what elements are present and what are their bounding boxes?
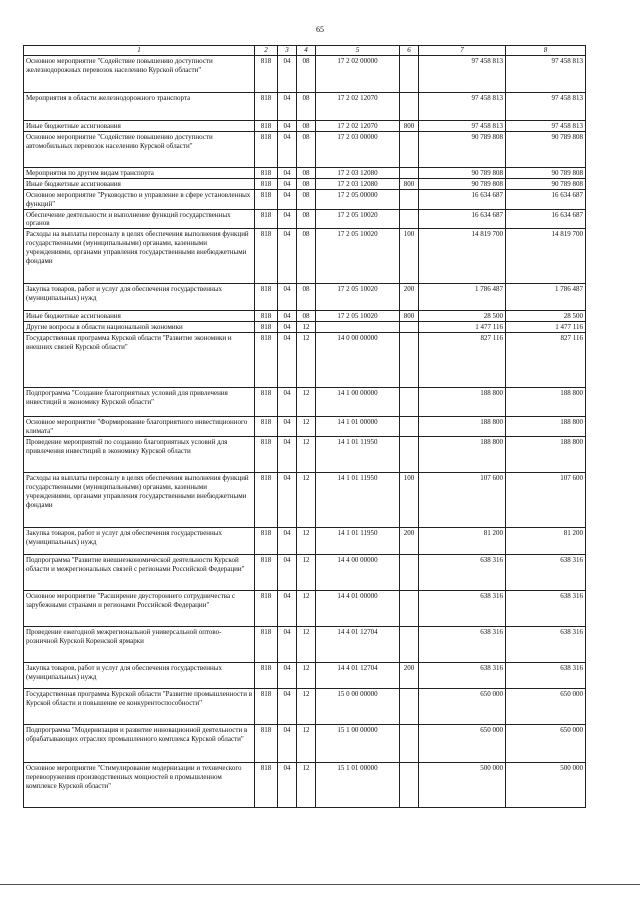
row-name: Основное мероприятие "Стимулирование модернизации и технического перевооружения производственных мощностей в промышленном комплексе Курской области" [24,762,255,807]
expense-type-code: 200 [400,284,419,311]
table-row [24,93,586,121]
amount-col-7: 90 789 808 [419,178,506,189]
target-article-code: 14 1 00 00000 [316,388,400,417]
row-name: Расходы на выплаты персоналу в целях обеспечения выполнения функций государственными (муниципальными) органами, казенными учреждениями, органами управления государственными внебюджетными фондами [24,229,255,284]
section-code: 04 [278,209,297,229]
row-name: Основное мероприятие "Содействие повышению доступности автомобильных перевозок населению Курской области" [24,131,255,167]
expense-type-code [400,724,419,762]
amount-col-8: 188 800 [506,417,586,437]
subsection-code: 08 [297,167,316,178]
amount-col-8: 81 200 [506,527,586,554]
amount-col-8: 90 789 808 [506,178,586,189]
amount-col-7: 16 634 687 [419,189,506,209]
amount-col-7: 638 316 [419,662,506,688]
subsection-code: 12 [297,662,316,688]
ministry-code: 818 [255,554,278,590]
amount-col-7: 97 458 813 [419,56,506,93]
amount-col-8: 16 634 687 [506,189,586,209]
subsection-code: 12 [297,554,316,590]
row-name: Обеспечение деятельности и выполнение функций государственных органов [24,209,255,229]
row-name: Подпрограмма "Модернизация и развитие инновационной деятельности в обрабатывающих отраслях промышленного комплекса Курской области" [24,724,255,762]
row-name: Мероприятия по другим видам транспорта [24,167,255,178]
row-name: Проведение ежегодной межрегиональной универсальной оптово-розничной Курской Коренской ярмарки [24,626,255,662]
amount-col-8: 500 000 [506,762,586,807]
subsection-code: 08 [297,93,316,121]
table-row [24,762,586,807]
target-article-code: 14 4 00 00000 [316,554,400,590]
row-name: Иные бюджетные ассигнования [24,311,255,322]
section-code: 04 [278,178,297,189]
expense-type-code [400,167,419,178]
ministry-code: 818 [255,131,278,167]
row-name: Проведение мероприятий по созданию благоприятных условий для привлечения инвестиций в экономику Курской области [24,436,255,472]
row-name: Основное мероприятие "Формирование благоприятного инвестиционного климата" [24,417,255,437]
table-row [24,121,586,132]
subsection-code: 12 [297,417,316,437]
ministry-code: 818 [255,178,278,189]
expense-type-code [400,626,419,662]
subsection-code: 12 [297,724,316,762]
row-name: Государственная программа Курской области "Развитие экономики и внешних связей Курской области" [24,333,255,388]
expense-type-code: 800 [400,178,419,189]
expense-type-code [400,189,419,209]
target-article-code: 17 2 03 00000 [316,131,400,167]
bottom-rule [0,884,640,885]
ministry-code: 818 [255,724,278,762]
subsection-code: 08 [297,311,316,322]
amount-col-7: 16 634 687 [419,209,506,229]
expense-type-code: 800 [400,121,419,132]
row-name: Закупка товаров, работ и услуг для обеспечения государственных (муниципальных) нужд [24,662,255,688]
column-header: 2 [255,46,278,56]
expense-type-code [400,688,419,724]
section-code: 04 [278,121,297,132]
amount-col-7: 650 000 [419,688,506,724]
section-code: 04 [278,333,297,388]
section-code: 04 [278,688,297,724]
expense-type-code [400,590,419,626]
amount-col-8: 827 116 [506,333,586,388]
target-article-code: 17 2 02 12070 [316,93,400,121]
amount-col-7: 638 316 [419,590,506,626]
amount-col-7: 650 000 [419,724,506,762]
row-name: Закупка товаров, работ и услуг для обеспечения государственных (муниципальных) нужд [24,527,255,554]
amount-col-8: 1 477 116 [506,322,586,333]
column-header: 7 [419,46,506,56]
target-article-code: 14 0 00 00000 [316,333,400,388]
subsection-code: 08 [297,229,316,284]
amount-col-7: 500 000 [419,762,506,807]
amount-col-8: 638 316 [506,626,586,662]
ministry-code: 818 [255,762,278,807]
amount-col-7: 107 600 [419,472,506,527]
section-code: 04 [278,311,297,322]
ministry-code: 818 [255,333,278,388]
amount-col-8: 188 800 [506,388,586,417]
subsection-code: 12 [297,322,316,333]
target-article-code: 14 1 01 11950 [316,436,400,472]
subsection-code: 08 [297,284,316,311]
target-article-code [316,322,400,333]
amount-col-7: 81 200 [419,527,506,554]
expense-type-code [400,131,419,167]
table-row [24,56,586,93]
table-row [24,626,586,662]
amount-col-7: 188 800 [419,417,506,437]
target-article-code: 15 1 01 00000 [316,762,400,807]
section-code: 04 [278,167,297,178]
amount-col-8: 90 789 808 [506,131,586,167]
ministry-code: 818 [255,93,278,121]
expense-type-code: 800 [400,311,419,322]
section-code: 04 [278,436,297,472]
expense-type-code [400,322,419,333]
row-name: Иные бюджетные ассигнования [24,121,255,132]
subsection-code: 12 [297,688,316,724]
table-row [24,554,586,590]
table-row [24,662,586,688]
ministry-code: 818 [255,417,278,437]
column-header: 5 [316,46,400,56]
expense-type-code [400,417,419,437]
subsection-code: 12 [297,436,316,472]
target-article-code: 17 2 05 10020 [316,229,400,284]
expense-type-code: 100 [400,229,419,284]
ministry-code: 818 [255,284,278,311]
ministry-code: 818 [255,590,278,626]
subsection-code: 12 [297,333,316,388]
ministry-code: 818 [255,322,278,333]
section-code: 04 [278,229,297,284]
amount-col-7: 827 116 [419,333,506,388]
amount-col-7: 97 458 813 [419,121,506,132]
row-name: Государственная программа Курской области "Развитие промышленности в Курской области и повышение ее конкурентоспособности" [24,688,255,724]
amount-col-8: 14 819 700 [506,229,586,284]
table-row [24,311,586,322]
amount-col-7: 14 819 700 [419,229,506,284]
subsection-code: 12 [297,626,316,662]
ministry-code: 818 [255,209,278,229]
subsection-code: 08 [297,56,316,93]
amount-col-8: 28 500 [506,311,586,322]
column-header: 4 [297,46,316,56]
table-row [24,590,586,626]
row-name: Другие вопросы в области национальной экономики [24,322,255,333]
target-article-code: 17 2 05 10020 [316,311,400,322]
ministry-code: 818 [255,388,278,417]
section-code: 04 [278,131,297,167]
row-name: Закупка товаров, работ и услуг для обеспечения государственных (муниципальных) нужд [24,284,255,311]
table-header-row [24,46,586,56]
target-article-code: 14 4 01 12704 [316,662,400,688]
amount-col-8: 97 458 813 [506,93,586,121]
page-number: 65 [316,25,324,34]
table-row [24,209,586,229]
amount-col-7: 1 786 487 [419,284,506,311]
expense-type-code [400,209,419,229]
ministry-code: 818 [255,189,278,209]
target-article-code: 15 1 00 00000 [316,724,400,762]
table-row [24,178,586,189]
amount-col-7: 638 316 [419,626,506,662]
ministry-code: 818 [255,626,278,662]
ministry-code: 818 [255,436,278,472]
target-article-code: 17 2 02 12070 [316,121,400,132]
table-row [24,472,586,527]
amount-col-8: 16 634 687 [506,209,586,229]
expense-type-code [400,762,419,807]
ministry-code: 818 [255,311,278,322]
expense-type-code [400,554,419,590]
table-row [24,189,586,209]
subsection-code: 08 [297,131,316,167]
amount-col-7: 90 789 808 [419,167,506,178]
amount-col-7: 1 477 116 [419,322,506,333]
table-row [24,417,586,437]
target-article-code: 17 2 05 00000 [316,189,400,209]
table-row [24,333,586,388]
row-name: Подпрограмма "Развитие внешнеэкономической деятельности Курской области и межрегиональных связей с регионами Российской Федерации" [24,554,255,590]
section-code: 04 [278,472,297,527]
amount-col-7: 188 800 [419,436,506,472]
table-row [24,284,586,311]
target-article-code: 17 2 02 00000 [316,56,400,93]
table-row [24,388,586,417]
target-article-code: 15 0 00 00000 [316,688,400,724]
amount-col-8: 97 458 813 [506,121,586,132]
amount-col-8: 1 786 487 [506,284,586,311]
table-row [24,436,586,472]
budget-table [23,45,586,808]
row-name: Расходы на выплаты персоналу в целях обеспечения выполнения функций государственными (муниципальными) органами, казенными учреждениями, органами управления государственными внебюджетными фондами [24,472,255,527]
ministry-code: 818 [255,527,278,554]
row-name: Основное мероприятие "Руководство и управление в сфере установленных функций" [24,189,255,209]
target-article-code: 14 4 01 00000 [316,590,400,626]
target-article-code: 14 4 01 12704 [316,626,400,662]
section-code: 04 [278,56,297,93]
section-code: 04 [278,189,297,209]
column-header: 6 [400,46,419,56]
section-code: 04 [278,762,297,807]
amount-col-7: 28 500 [419,311,506,322]
amount-col-8: 638 316 [506,554,586,590]
ministry-code: 818 [255,121,278,132]
table-row [24,688,586,724]
target-article-code: 17 2 05 10020 [316,284,400,311]
subsection-code: 12 [297,762,316,807]
expense-type-code [400,56,419,93]
section-code: 04 [278,724,297,762]
table-row [24,131,586,167]
section-code: 04 [278,322,297,333]
ministry-code: 818 [255,56,278,93]
amount-col-7: 90 789 808 [419,131,506,167]
subsection-code: 12 [297,527,316,554]
target-article-code: 14 1 01 00000 [316,417,400,437]
row-name: Основное мероприятие "Расширение двустороннего сотрудничества с зарубежными странами и регионами Российской Федерации" [24,590,255,626]
row-name: Иные бюджетные ассигнования [24,178,255,189]
column-header: 1 [24,46,255,56]
section-code: 04 [278,527,297,554]
ministry-code: 818 [255,229,278,284]
column-header: 3 [278,46,297,56]
amount-col-8: 107 600 [506,472,586,527]
amount-col-8: 188 800 [506,436,586,472]
column-header: 8 [506,46,586,56]
subsection-code: 12 [297,590,316,626]
section-code: 04 [278,626,297,662]
target-article-code: 17 2 03 12080 [316,178,400,189]
subsection-code: 08 [297,178,316,189]
section-code: 04 [278,93,297,121]
expense-type-code [400,333,419,388]
expense-type-code [400,388,419,417]
table-row [24,229,586,284]
expense-type-code [400,93,419,121]
subsection-code: 12 [297,472,316,527]
ministry-code: 818 [255,688,278,724]
expense-type-code: 200 [400,662,419,688]
amount-col-8: 638 316 [506,590,586,626]
section-code: 04 [278,417,297,437]
subsection-code: 12 [297,388,316,417]
amount-col-7: 638 316 [419,554,506,590]
section-code: 04 [278,284,297,311]
amount-col-8: 638 316 [506,662,586,688]
table-row [24,527,586,554]
amount-col-7: 188 800 [419,388,506,417]
row-name: Подпрограмма "Создание благоприятных условий для привлечения инвестиций в экономику Курской области" [24,388,255,417]
row-name: Основное мероприятие "Содействие повышению доступности железнодорожных перевозок населению Курской области" [24,56,255,93]
table-row [24,167,586,178]
subsection-code: 08 [297,121,316,132]
section-code: 04 [278,590,297,626]
ministry-code: 818 [255,472,278,527]
expense-type-code: 100 [400,472,419,527]
target-article-code: 14 1 01 11950 [316,472,400,527]
target-article-code: 17 2 03 12080 [316,167,400,178]
amount-col-8: 97 458 813 [506,56,586,93]
row-name: Мероприятия в области железнодорожного транспорта [24,93,255,121]
ministry-code: 818 [255,662,278,688]
section-code: 04 [278,662,297,688]
subsection-code: 08 [297,189,316,209]
table-row [24,724,586,762]
expense-type-code [400,436,419,472]
target-article-code: 14 1 01 11950 [316,527,400,554]
amount-col-8: 650 000 [506,688,586,724]
amount-col-7: 97 458 813 [419,93,506,121]
amount-col-8: 650 000 [506,724,586,762]
amount-col-8: 90 789 808 [506,167,586,178]
table-row [24,322,586,333]
section-code: 04 [278,388,297,417]
subsection-code: 08 [297,209,316,229]
target-article-code: 17 2 05 10020 [316,209,400,229]
section-code: 04 [278,554,297,590]
expense-type-code: 200 [400,527,419,554]
ministry-code: 818 [255,167,278,178]
